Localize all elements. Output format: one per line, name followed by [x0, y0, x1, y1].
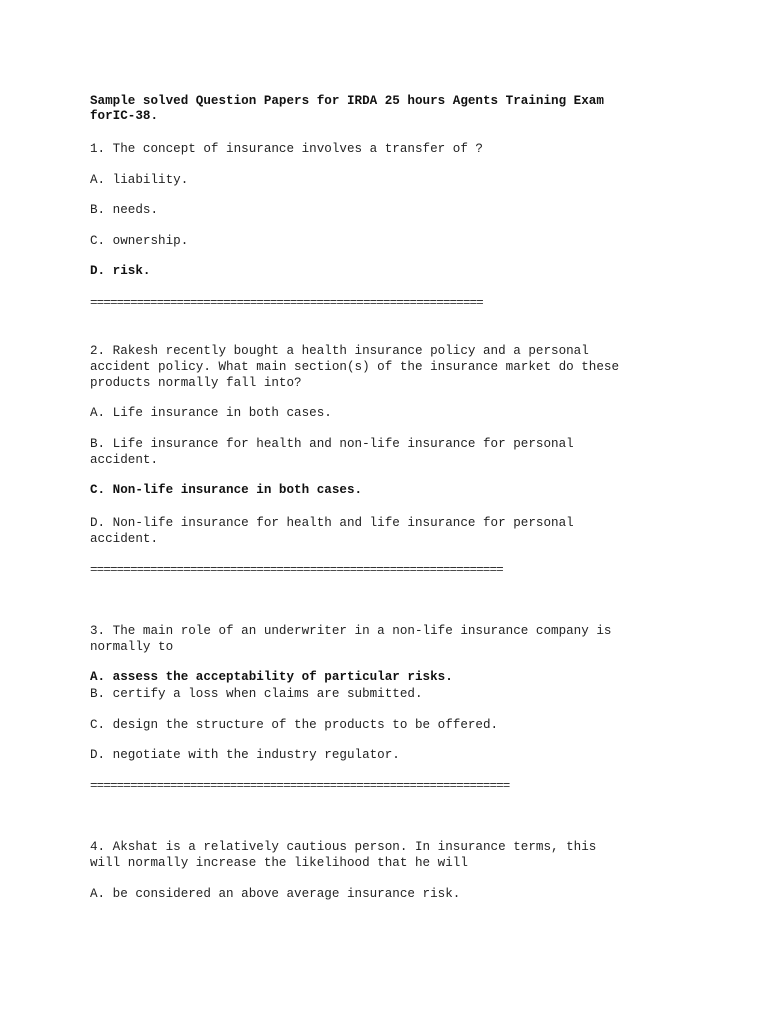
- question-2-option-c-answer: C. Non-life insurance in both cases.: [90, 483, 363, 497]
- question-2-text-line-1: 2. Rakesh recently bought a health insurance policy and a personal: [90, 344, 589, 358]
- question-1-option-d-answer: D. risk.: [90, 264, 151, 278]
- question-1-option-b: B. needs.: [90, 203, 159, 217]
- question-1-option-c: C. ownership.: [90, 234, 189, 248]
- document-title-line-2: forIC-38.: [90, 109, 159, 123]
- question-2-option-b-line-1: B. Life insurance for health and non-life insurance for personal: [90, 437, 574, 451]
- question-2-option-b-line-2: accident.: [90, 453, 159, 467]
- question-1-option-a: A. liability.: [90, 173, 189, 187]
- question-3-option-d: D. negotiate with the industry regulator.: [90, 748, 400, 762]
- document-title-line-1: Sample solved Question Papers for IRDA 25 hours Agents Training Exam: [90, 94, 604, 108]
- question-1-separator: ===========================================================: [90, 296, 483, 310]
- question-3-separator: ===============================================================: [90, 779, 510, 793]
- question-2-option-a: A. Life insurance in both cases.: [90, 406, 332, 420]
- question-3-option-b: B. certify a loss when claims are submitted.: [90, 687, 423, 701]
- question-2-text-line-3: products normally fall into?: [90, 376, 302, 390]
- question-2-separator: ==============================================================: [90, 563, 503, 577]
- question-2-option-d-line-1: D. Non-life insurance for health and life insurance for personal: [90, 516, 574, 530]
- question-2-text-line-2: accident policy. What main section(s) of the insurance market do these: [90, 360, 620, 374]
- question-1-text: 1. The concept of insurance involves a transfer of ?: [90, 142, 483, 156]
- question-4-text-line-1: 4. Akshat is a relatively cautious person. In insurance terms, this: [90, 840, 597, 854]
- question-4-option-a: A. be considered an above average insurance risk.: [90, 887, 461, 901]
- question-3-option-c: C. design the structure of the products to be offered.: [90, 718, 499, 732]
- question-2-option-d-line-2: accident.: [90, 532, 159, 546]
- question-3-text-line-2: normally to: [90, 640, 174, 654]
- question-3-text-line-1: 3. The main role of an underwriter in a non-life insurance company is: [90, 624, 612, 638]
- question-3-option-a-answer: A. assess the acceptability of particular risks.: [90, 670, 453, 684]
- question-4-text-line-2: will normally increase the likelihood that he will: [90, 856, 468, 870]
